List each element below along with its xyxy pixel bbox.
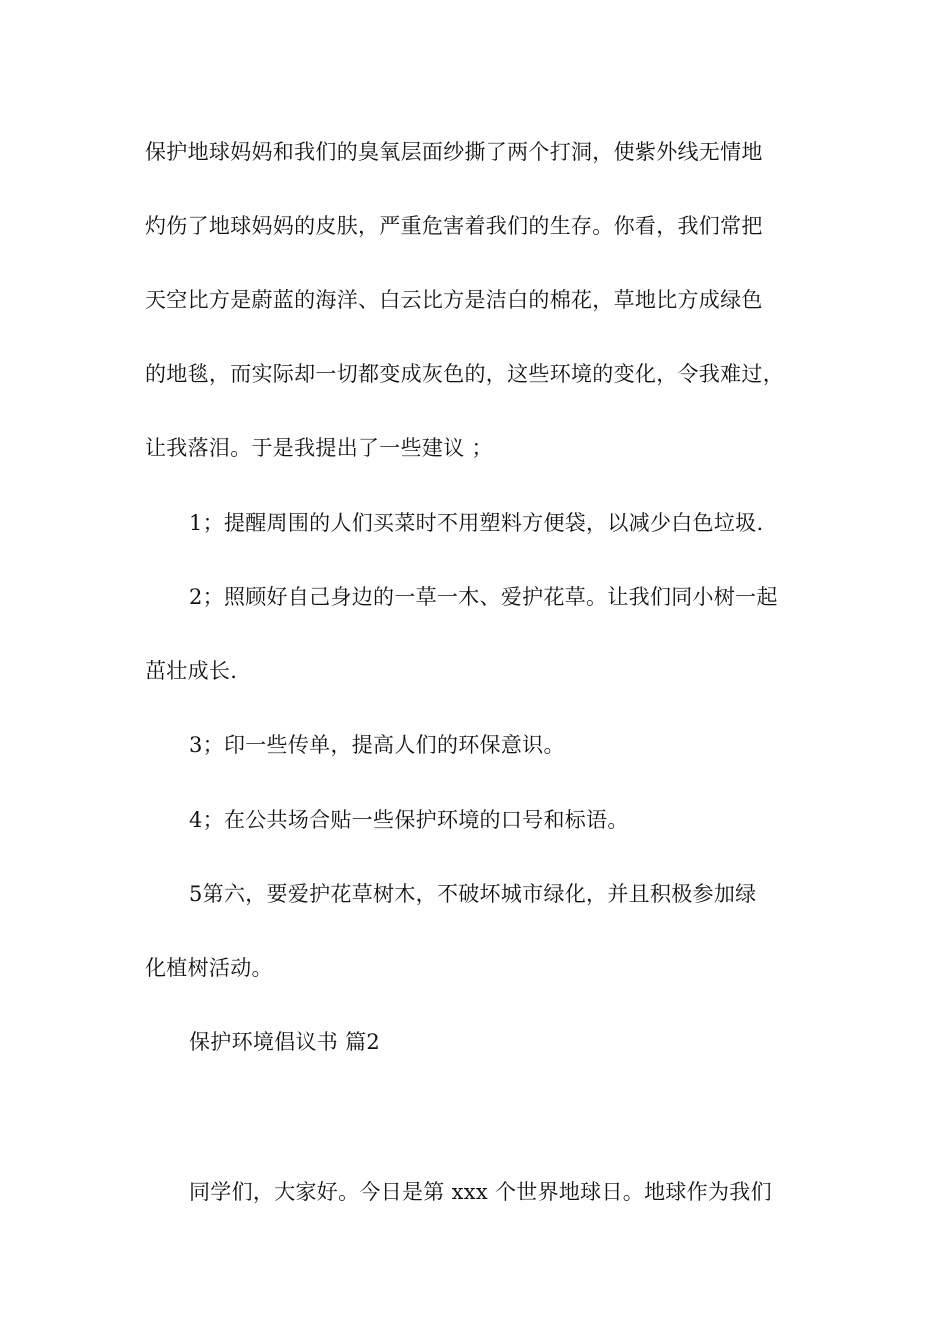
paragraph-line-4: 的地毯，而实际却一切都变成灰色的，这些环境的变化，令我难过， (145, 362, 784, 386)
suggestion-2: 2；照顾好自己身边的一草一木、爱护花草。让我们同小树一起 (189, 585, 778, 609)
paragraph-line-1: 保护地球妈妈和我们的臭氧层面纱撕了两个打洞，使紫外线无情地 (145, 140, 763, 164)
paragraph-opening: 同学们，大家好。今日是第 xxx 个世界地球日。地球作为我们 (189, 1180, 772, 1204)
section-heading: 保护环境倡议书 篇2 (189, 1030, 381, 1054)
suggestion-3: 3；印一些传单，提高人们的环保意识。 (189, 733, 565, 757)
suggestion-4: 4；在公共场合贴一些保护环境的口号和标语。 (189, 808, 629, 832)
suggestion-5-continued: 化植树活动。 (145, 956, 273, 980)
paragraph-line-5: 让我落泪。于是我提出了一些建议 ； (145, 436, 493, 460)
suggestion-5: 5第六，要爱护花草树木，不破坏城市绿化，并且积极参加绿 (189, 882, 757, 906)
paragraph-line-2: 灼伤了地球妈妈的皮肤，严重危害着我们的生存。你看，我们常把 (145, 214, 763, 238)
suggestion-1: 1；提醒周围的人们买菜时不用塑料方便袋，以减少白色垃圾. (189, 511, 764, 535)
paragraph-line-3: 天空比方是蔚蓝的海洋、白云比方是洁白的棉花，草地比方成绿色 (145, 288, 763, 312)
suggestion-2-continued: 茁壮成长. (145, 659, 238, 683)
